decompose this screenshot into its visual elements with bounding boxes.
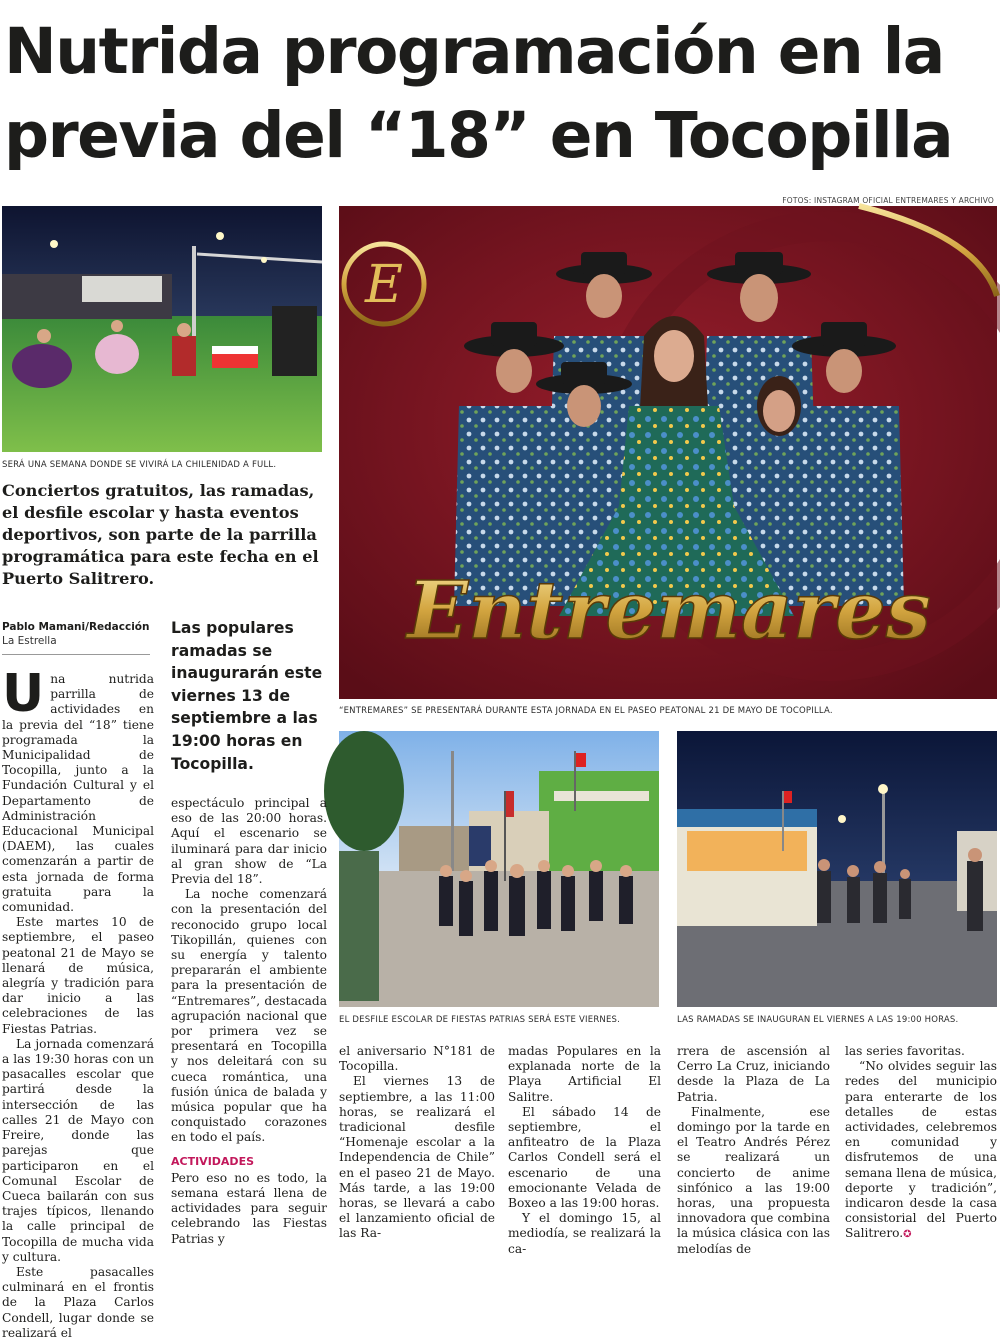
body-paragraph: El sábado 14 de septiembre, el anfiteatro de la Plaza Carlos Condell será el escenario de una emocionante Velada de Boxeo a las 19:00 horas. <box>508 1104 661 1211</box>
body-paragraph: Finalmente, ese domingo por la tarde en el Teatro Andrés Pérez se realizará un concierto de anime sinfónico a las 19:00 horas, una propuesta innovadora que combina la música clásica con las melodías de <box>677 1104 830 1256</box>
dance-photo-caption: SERÁ UNA SEMANA DONDE SE VIVIRÁ LA CHILENIDAD A FULL. <box>2 460 277 470</box>
ramadas-photo <box>677 731 997 1007</box>
body-paragraph: las series favoritas. <box>845 1044 965 1058</box>
body-paragraph <box>845 1059 997 1242</box>
body-paragraph: La jornada comenzará a las 19:30 horas con un pasacalles escolar que partirá desde la intersección de las calles 21 de Mayo con Freire, donde las parejas que participaron en el Comunal Escolar de Cueca bailarán con sus trajes típicos, llenando la calle principal de Tocopilla de mucha vida y cultura. <box>2 1036 154 1264</box>
byline-outlet: La Estrella <box>2 635 57 647</box>
body-column-2 <box>171 796 327 1246</box>
body-text: “No olvides seguir las redes del municipio para enterarte de los detalles de estas actividades, celebremos en comunidad y disfrutemos de una semana llena de música, deporte y tradición”, indicaron desde la casa consistorial del Puerto Salitrero. <box>845 1059 997 1241</box>
body-paragraph: espectáculo principal a eso de las 20:00 horas. Aquí el escenario se iluminará para dar inicio al gran show de “La Previa del 18”. <box>171 796 327 887</box>
body-text: na nutrida parrilla de actividades en la previa del “18” tiene programada la Municipalidad de Tocopilla, junto a la Fundación Cultural y el Departamento de Administración Educacional Municipal (DAEM), las cuales comenzarán a partir de esta jornada de forma gratuita para la comunidad. <box>2 672 154 915</box>
entremares-poster <box>339 206 997 699</box>
headline: Nutrida programación en la previa del “18” en Tocopilla <box>4 15 953 172</box>
byline-author: Pablo Mamani/Redacción <box>2 621 150 633</box>
body-paragraph <box>2 664 154 915</box>
byline-divider <box>2 654 150 655</box>
body-paragraph: madas Populares en la explanada norte de la Playa Artificial El Salitre. <box>508 1044 661 1104</box>
body-column-6 <box>845 1044 997 1241</box>
body-paragraph: El viernes 13 de septiembre, a las 11:00 horas, se realizará el tradicional desfile “Homenaje escolar a la Independencia de Chile” en el paseo 21 de Mayo. Más tarde, a las 19:00 horas, se llevará a cabo el lanzamiento oficial de las Ra- <box>339 1074 495 1241</box>
entremares-emblem: E <box>365 255 403 315</box>
body-paragraph: el aniversario N°181 de Tocopilla. <box>339 1044 495 1074</box>
body-paragraph: Este pasacalles culminará en el frontis de la Plaza Carlos Condell, lugar donde se realizará el <box>2 1264 154 1340</box>
lead-paragraph: Conciertos gratuitos, las ramadas, el desfile escolar y hasta eventos deportivos, son parte de la parrilla programática para este fecha en el Puerto Salitrero. <box>2 481 319 588</box>
body-paragraph: Y el domingo 15, al mediodía, se realizará la ca- <box>508 1211 661 1256</box>
body-column-3 <box>339 1044 495 1241</box>
section-subhead: ACTIVIDADES <box>171 1154 254 1168</box>
body-paragraph: Este martes 10 de septiembre, el paseo peatonal 21 de Mayo se llenará de música, alegría y tradición para dar inicio a las celebraciones de las Fiestas Patrias. <box>2 915 154 1036</box>
parade-photo-caption: EL DESFILE ESCOLAR DE FIESTAS PATRIAS SERÁ ESTE VIERNES. <box>339 1015 621 1025</box>
body-paragraph: Pero eso no es todo, la semana estará llena de actividades para seguir celebrando las Fiestas Patrias y <box>171 1170 327 1246</box>
body-paragraph: La noche comenzará con la presentación del reconocido grupo local Tikopillán, quienes con su energía y talento prepararán el ambiente para la presentación de “Entremares”, destacada agrupación nacional que por primera vez se presentará en Tocopilla y nos deleitará con su cueca romántica, una fusión única de balada y música popular que ha conquistado corazones en todo el país. <box>171 887 327 1145</box>
body-paragraph: rrera de ascensión al Cerro La Cruz, iniciando desde la Plaza de La Patria. <box>677 1044 830 1104</box>
dance-photo <box>2 206 322 452</box>
pull-quote: Las populares ramadas se inaugurarán este viernes 13 de septiembre a las 19:00 horas en Tocopilla. <box>171 619 323 773</box>
entremares-caption: “ENTREMARES” SE PRESENTARÁ DURANTE ESTA JORNADA EN EL PASEO PEATONAL 21 DE MAYO DE TOCOPILLA. <box>339 706 833 716</box>
byline <box>2 620 162 648</box>
parade-photo <box>339 731 659 1007</box>
body-column-5 <box>677 1044 830 1256</box>
ramadas-photo-caption: LAS RAMADAS SE INAUGURAN EL VIERNES A LAS 19:00 HORAS. <box>677 1015 959 1025</box>
drop-cap: U <box>2 664 45 724</box>
body-column-4 <box>508 1044 661 1256</box>
photo-credit: FOTOS: INSTAGRAM OFICIAL ENTREMARES Y ARCHIVO <box>782 196 994 205</box>
body-column-1 <box>2 664 154 1340</box>
end-mark-icon: ✪ <box>903 1229 912 1241</box>
entremares-logo: Entremares <box>407 563 931 657</box>
